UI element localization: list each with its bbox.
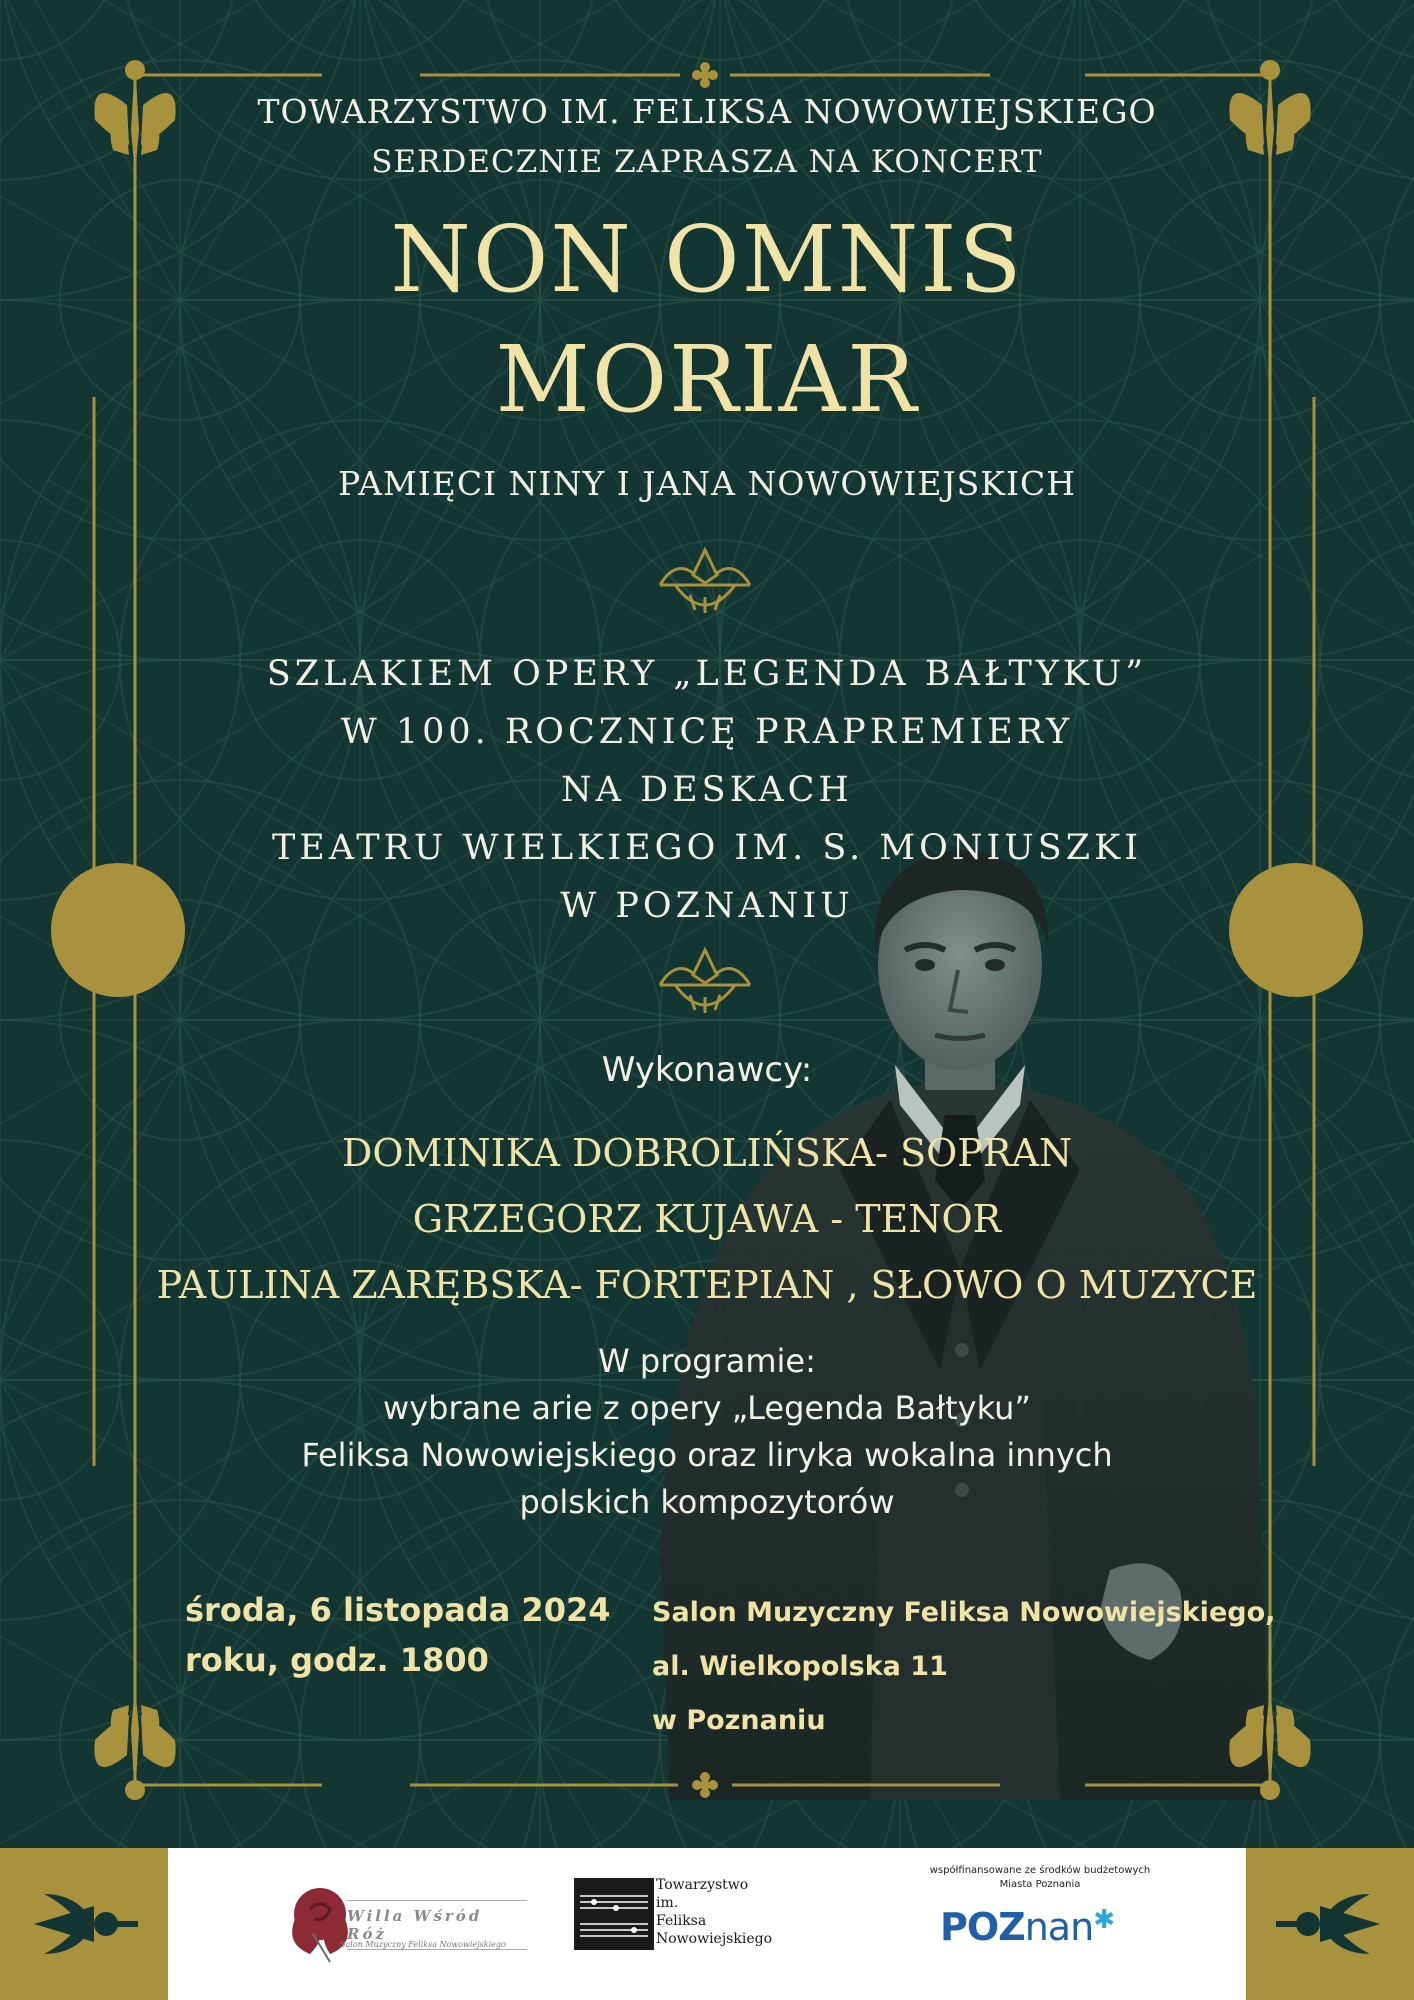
- society-logo-line: Nowowiejskiego: [656, 1931, 772, 1947]
- occasion-block: [0, 645, 1414, 935]
- venue-line3: w Poznaniu: [652, 1705, 826, 1736]
- program-heading: W programie:: [598, 1342, 816, 1380]
- program-line: polskich kompozytorów: [519, 1483, 895, 1521]
- event-date: [185, 1585, 625, 1685]
- invitation-line: SERDECZNIE ZAPRASZA NA KONCERT: [371, 144, 1043, 180]
- footer-right-panel: [1246, 1848, 1414, 2000]
- program-line: wybrane arie z opery „Legenda Bałtyku”: [383, 1389, 1031, 1427]
- society-logo-line: Feliksa: [656, 1913, 707, 1929]
- music-score-icon: [574, 1878, 654, 1950]
- occasion-line: W POZNANIU: [560, 886, 854, 926]
- poznan-logo-part2: nan: [1024, 1905, 1094, 1949]
- willa-logo-text: Willa Wśród Róż: [347, 1900, 527, 1950]
- footer-left-fan-icon: [0, 1848, 168, 2000]
- poznan-logo-part1: POZ: [940, 1905, 1025, 1949]
- venue-line1: Salon Muzyczny Feliksa Nowowiejskiego,: [652, 1597, 1276, 1628]
- performer-line: DOMINIKA DOBROLIŃSKA- SOPRAN: [341, 1131, 1073, 1175]
- funding-line1: współfinansowane ze środków budżetowych: [929, 1865, 1151, 1876]
- performers-heading: Wykonawcy:: [601, 1050, 813, 1090]
- event-date-line2: roku, godz. 1800: [185, 1641, 489, 1679]
- society-logo-text: [656, 1876, 772, 1948]
- performer-line: GRZEGORZ KUJAWA - TENOR: [412, 1197, 1002, 1241]
- poznan-logo: [940, 1905, 1140, 1949]
- society-logo-line: im.: [656, 1895, 679, 1911]
- funding-line2: Miasta Poznania: [999, 1879, 1081, 1890]
- concert-title-line1: NON OMNIS: [390, 206, 1024, 313]
- occasion-line: W 100. ROCZNICĘ PRAPREMIERY: [340, 712, 1074, 752]
- funding-note: [900, 1864, 1180, 1892]
- organizer-line: TOWARZYSTWO IM. FELIKSA NOWOWIEJSKIEGO: [257, 92, 1157, 131]
- society-logo-line: Towarzystwo: [656, 1877, 749, 1893]
- program-block: [0, 1338, 1414, 1526]
- event-venue: [652, 1586, 1292, 1748]
- poznan-star-icon: ✱: [1093, 1905, 1114, 1935]
- concert-title-line2: MORIAR: [495, 326, 919, 433]
- event-date-line1: środa, 6 listopada 2024: [185, 1591, 611, 1629]
- footer-left-panel: [0, 1848, 168, 2000]
- occasion-line: NA DESKACH: [561, 770, 853, 810]
- occasion-line: TEATRU WIELKIEGO IM. S. MONIUSZKI: [271, 828, 1143, 868]
- dedication-subtitle: PAMIĘCI NINY I JANA NOWOWIEJSKICH: [337, 464, 1077, 503]
- willa-logo-tagline: Salon Muzyczny Feliksa Nowowiejskiego: [340, 1940, 506, 1949]
- performers-list: [0, 1120, 1414, 1318]
- footer-right-fan-icon: [1246, 1848, 1414, 2000]
- program-line: Feliksa Nowowiejskiego oraz liryka wokalna innych: [301, 1436, 1113, 1474]
- venue-line2: al. Wielkopolska 11: [652, 1651, 948, 1682]
- willa-wsrod-roz-logo: [275, 1872, 525, 1972]
- society-logo: [574, 1876, 774, 1956]
- occasion-line: SZLAKIEM OPERY „LEGENDA BAŁTYKU”: [266, 654, 1148, 694]
- performer-line: PAULINA ZARĘBSKA- FORTEPIAN , SŁOWO O MUZYCE: [156, 1263, 1258, 1307]
